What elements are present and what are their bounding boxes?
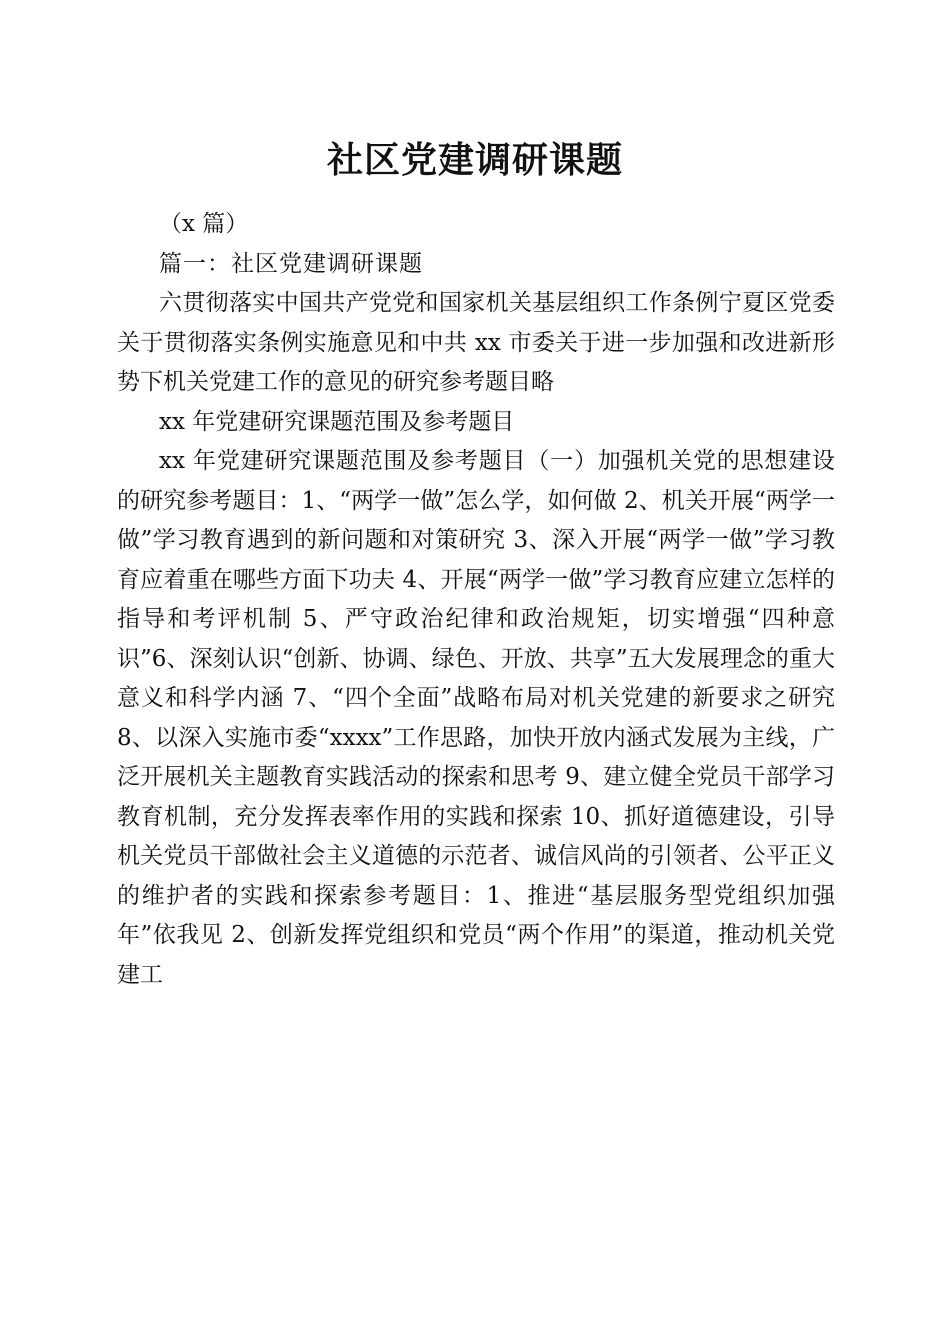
article-count-note: （x 篇） [159, 211, 249, 237]
subheading: xx 年党建研究课题范围及参考题目 [159, 408, 515, 435]
section-heading: 篇一：社区党建调研课题 [159, 250, 423, 277]
body-paragraph: xx 年党建研究课题范围及参考题目（一）加强机关党的思想建设的研究参考题目：1、“两学一做”怎么学，如何做 2、机关开展“两学一做”学习教育遇到的新问题和对策研究 3、深入开展“两学一做”学习教育应着重在哪些方面下功夫 4、开展“两学一做”学习教育应建立怎样的指导和考评机制 5、严守政治纪律和政治规矩，切实增强“四种意识”6、深刻认识“创新、协调、绿色、开放、共享”五大发展理念的重大意义和科学内涵 7、“四个全面”战略布局对机关党建的新要求之研究 8、以深入实施市委“xxxx”工作思路，加快开放内涵式发展为主线，广泛开展机关主题教育实践活动的探索和思考 9、建立健全党员干部学习教育机制，充分发挥表率作用的实践和探索 10、抓好道德建设，引导机关党员干部做社会主义道德的示范者、诚信风尚的引领者、公平正义的维护者的实践和探索参考题目：1、推进“基层服务型党组织加强年”依我见 2、创新发挥党组织和党员“两个作用”的渠道，推动机关党建工 [117, 448, 835, 988]
document-title: 社区党建调研课题 [326, 139, 623, 181]
body-paragraph: 六贯彻落实中国共产党党和国家机关基层组织工作条例宁夏区党委关于贯彻落实条例实施意见和中共 xx 市委关于进一步加强和改进新形势下机关党建工作的意见的研究参考题目略 [117, 290, 835, 395]
document-body [117, 205, 835, 995]
